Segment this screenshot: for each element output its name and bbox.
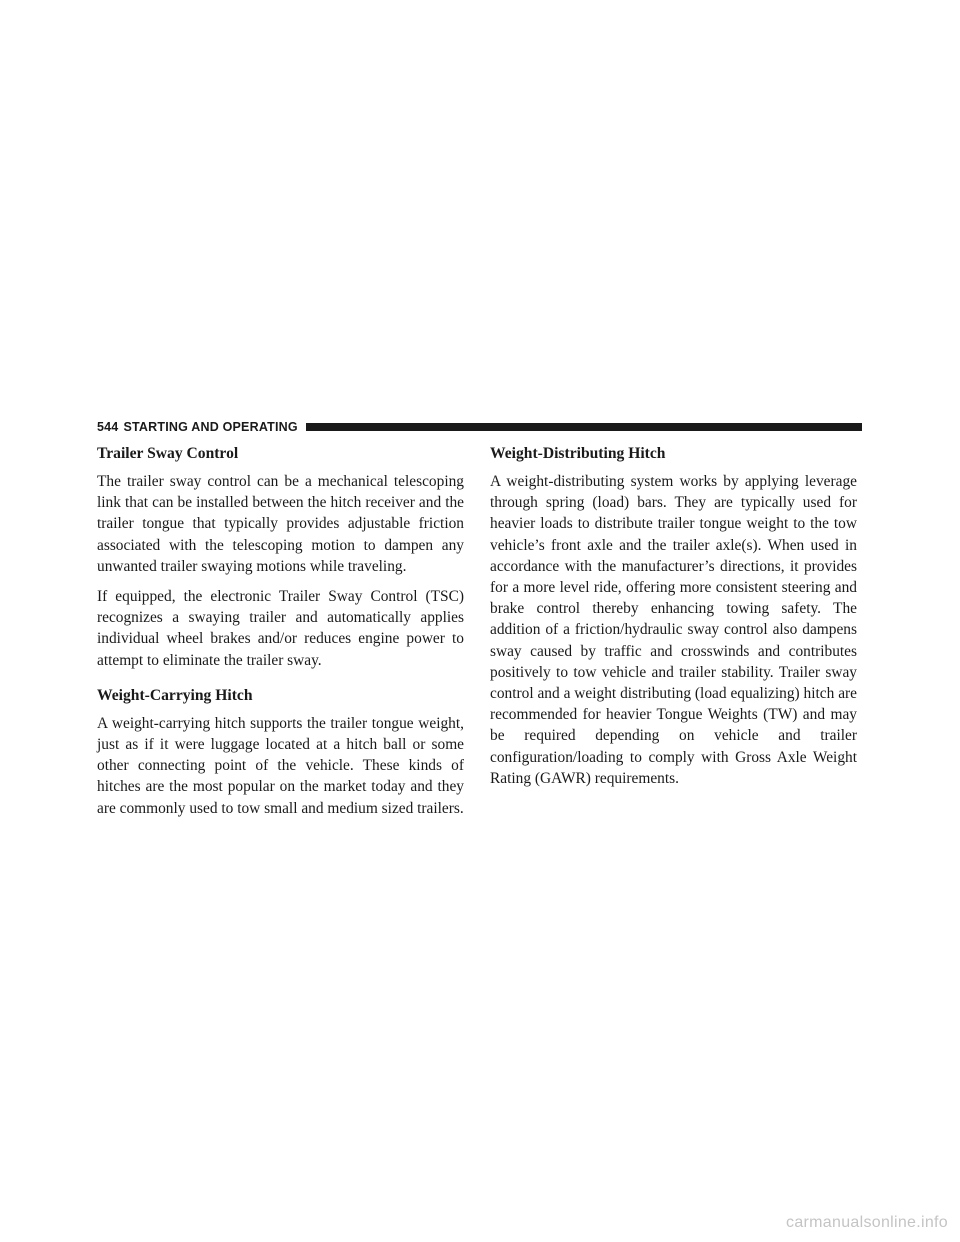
left-column	[97, 444, 464, 828]
paragraph-sway-control-electronic: If equipped, the electronic Trailer Sway Control (TSC) recognizes a swaying trailer and automatically applies individual wheel brakes and/or reduces engine power to attempt to eliminate the trailer sway.	[97, 588, 464, 669]
watermark-text: carmanualsonline.info	[786, 1214, 948, 1231]
page-number: 544	[97, 420, 119, 434]
heading-weight-carrying-hitch: Weight-Carrying Hitch	[97, 686, 253, 704]
paragraph-weight-distributing-hitch: A weight-distributing system works by applying leverage through spring (load) bars. They are typically used for heavier loads to distribute trailer tongue weight to the tow vehicle’s front axle and the trailer axle(s). When used in accordance with the manufacturer’s directions, it provides for a more level ride, offering more consistent steering and brake control thereby enhancing towing safety. The addition of a friction/hydraulic sway control also dampens sway caused by traffic and crosswinds and contributes positively to tow vehicle and trailer stability. Trailer sway control and a weight distributing (load equalizing) hitch are recommended for heavier Tongue Weights (TW) and may be required depending on vehicle and trailer configuration/loading to comply with Gross Axle Weight Rating (GAWR) requirements.	[490, 473, 857, 787]
paragraph-weight-carrying-hitch: A weight-carrying hitch supports the trailer tongue weight, just as if it were luggage located at a hitch ball or some other connecting point of the vehicle. These kinds of hitches are the most popular on the market today and they are commonly used to tow small and medium sized trailers.	[97, 714, 464, 817]
heading-trailer-sway-control: Trailer Sway Control	[97, 445, 239, 462]
heading-weight-distributing-hitch: Weight-Distributing Hitch	[490, 445, 666, 462]
page-header	[97, 419, 862, 435]
right-column	[490, 444, 857, 798]
section-title: STARTING AND OPERATING	[123, 420, 298, 434]
header-rule	[306, 423, 862, 431]
paragraph-sway-control-mechanical: The trailer sway control can be a mechanical telescoping link that can be installed between the hitch receiver and the trailer tongue that typically provides adjustable friction associated with the telescoping motion to dampen any unwanted trailer swaying motions while traveling.	[97, 473, 464, 575]
